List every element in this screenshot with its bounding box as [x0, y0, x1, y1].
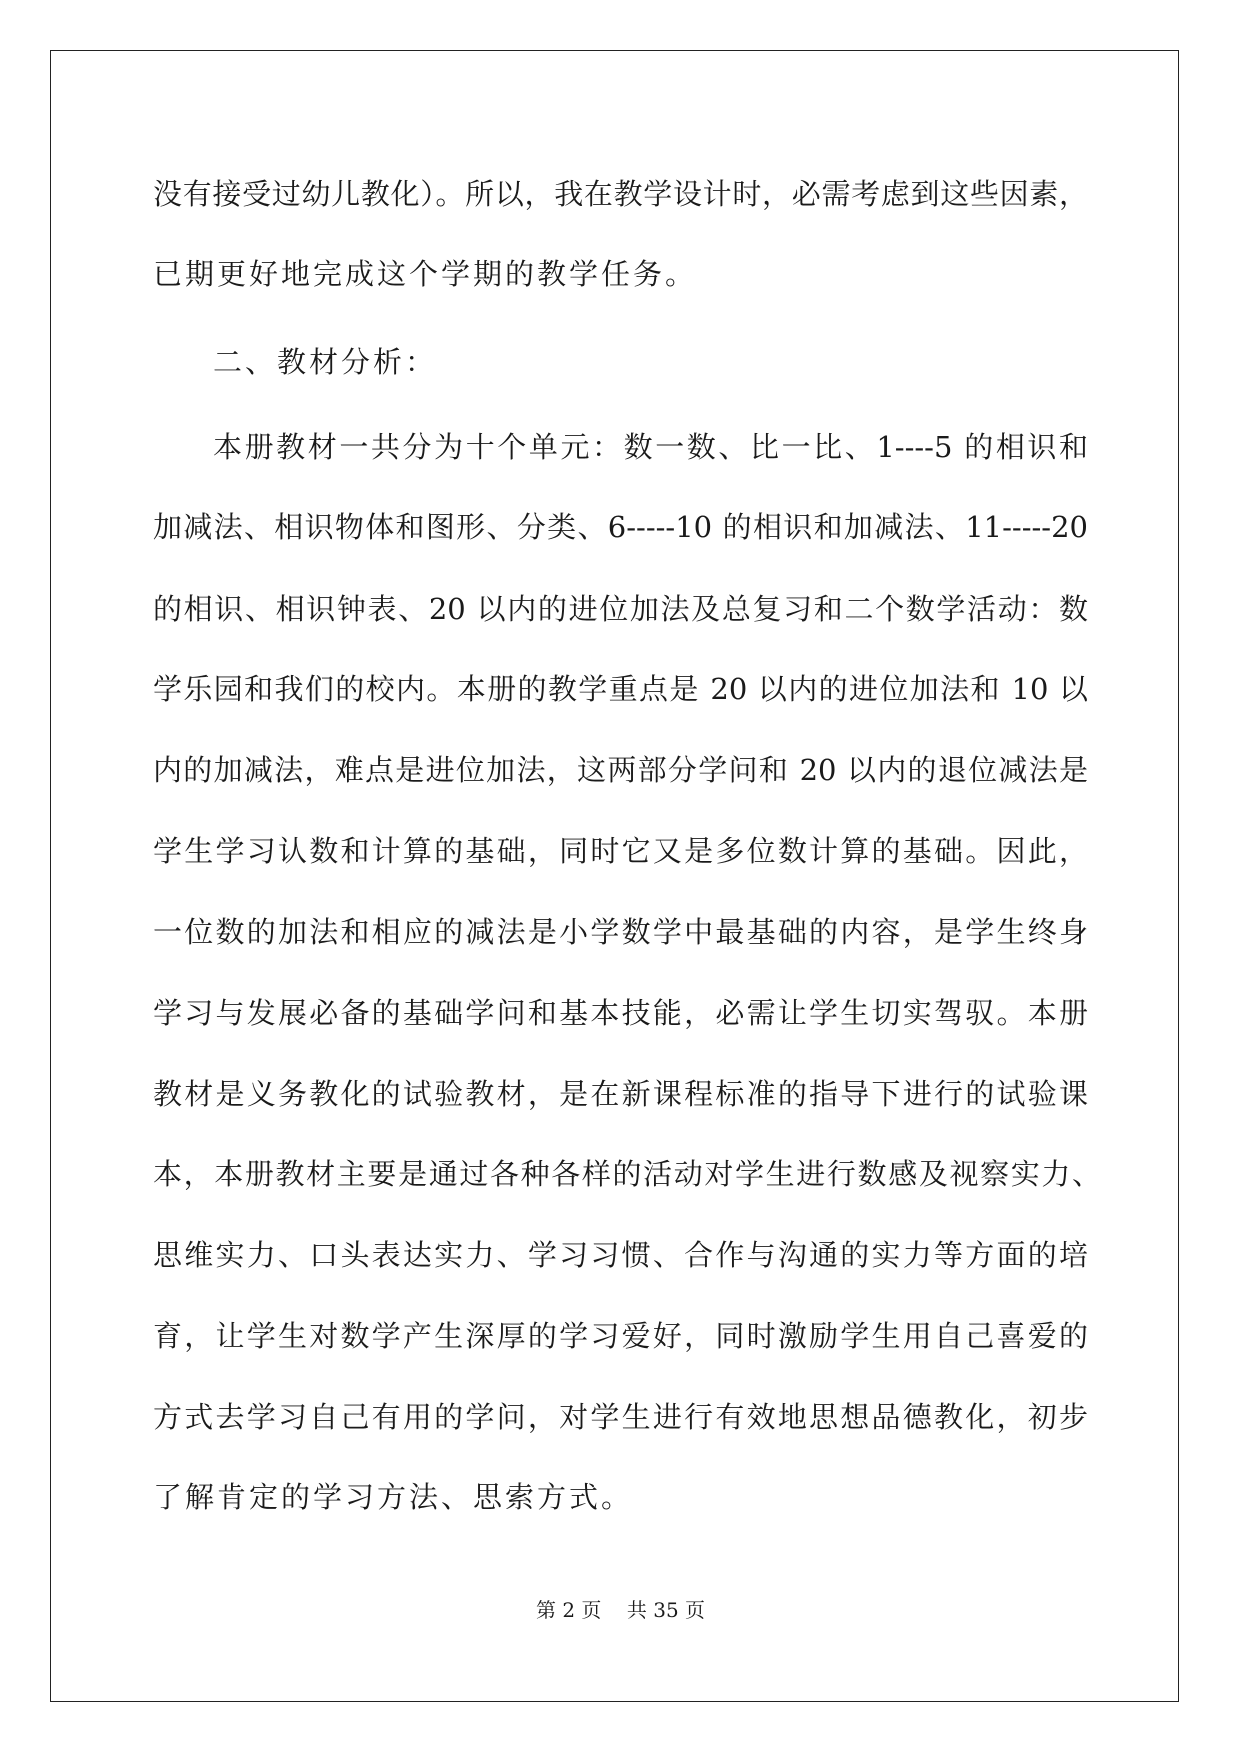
paragraph-line: 了解肯定的学习方法、思索方式。: [153, 1480, 634, 1514]
paragraph-line: 方式去学习自己有用的学问，对学生进行有效地思想品德教化，初步: [153, 1400, 1088, 1434]
paragraph-line: 思维实力、口头表达实力、学习习惯、合作与沟通的实力等方面的培: [153, 1238, 1088, 1272]
paragraph-line: 没有接受过幼儿教化）。所以，我在教学设计时，必需考虑到这些因素，: [153, 177, 1088, 211]
page-border: [50, 50, 1179, 1702]
page-total: 共 35 页: [626, 1598, 706, 1622]
page-footer: [0, 1597, 1241, 1623]
paragraph-line: 学习与发展必备的基础学问和基本技能，必需让学生切实驾驭。本册: [153, 996, 1088, 1030]
paragraph-line: 已期更好地完成这个学期的教学任务。: [153, 257, 698, 291]
paragraph-line: 一位数的加法和相应的减法是小学数学中最基础的内容，是学生终身: [153, 915, 1088, 949]
paragraph-line: 本，本册教材主要是通过各种各样的活动对学生进行数感及视察实力、: [153, 1157, 1101, 1191]
page-number: 第 2 页: [535, 1598, 602, 1622]
paragraph-line: 育，让学生对数学产生深厚的学习爱好，同时激励学生用自己喜爱的: [153, 1319, 1088, 1353]
section-heading: 二、教材分析：: [213, 345, 438, 379]
paragraph-line: 内的加减法，难点是进位加法，这两部分学问和 20 以内的退位减法是: [153, 753, 1088, 787]
paragraph-line: 学生学习认数和计算的基础，同时它又是多位数计算的基础。因此，: [153, 834, 1088, 868]
paragraph-line: 教材是义务教化的试验教材，是在新课程标准的指导下进行的试验课: [153, 1077, 1088, 1111]
paragraph-line: 本册教材一共分为十个单元：数一数、比一比、1----5 的相识和: [213, 430, 1088, 464]
paragraph-line: 学乐园和我们的校内。本册的教学重点是 20 以内的进位加法和 10 以: [153, 672, 1088, 706]
paragraph-line: 的相识、相识钟表、20 以内的进位加法及总复习和二个数学活动：数: [153, 592, 1088, 626]
paragraph-line: 加减法、相识物体和图形、分类、6-----10 的相识和加减法、11-----20: [153, 510, 1088, 544]
